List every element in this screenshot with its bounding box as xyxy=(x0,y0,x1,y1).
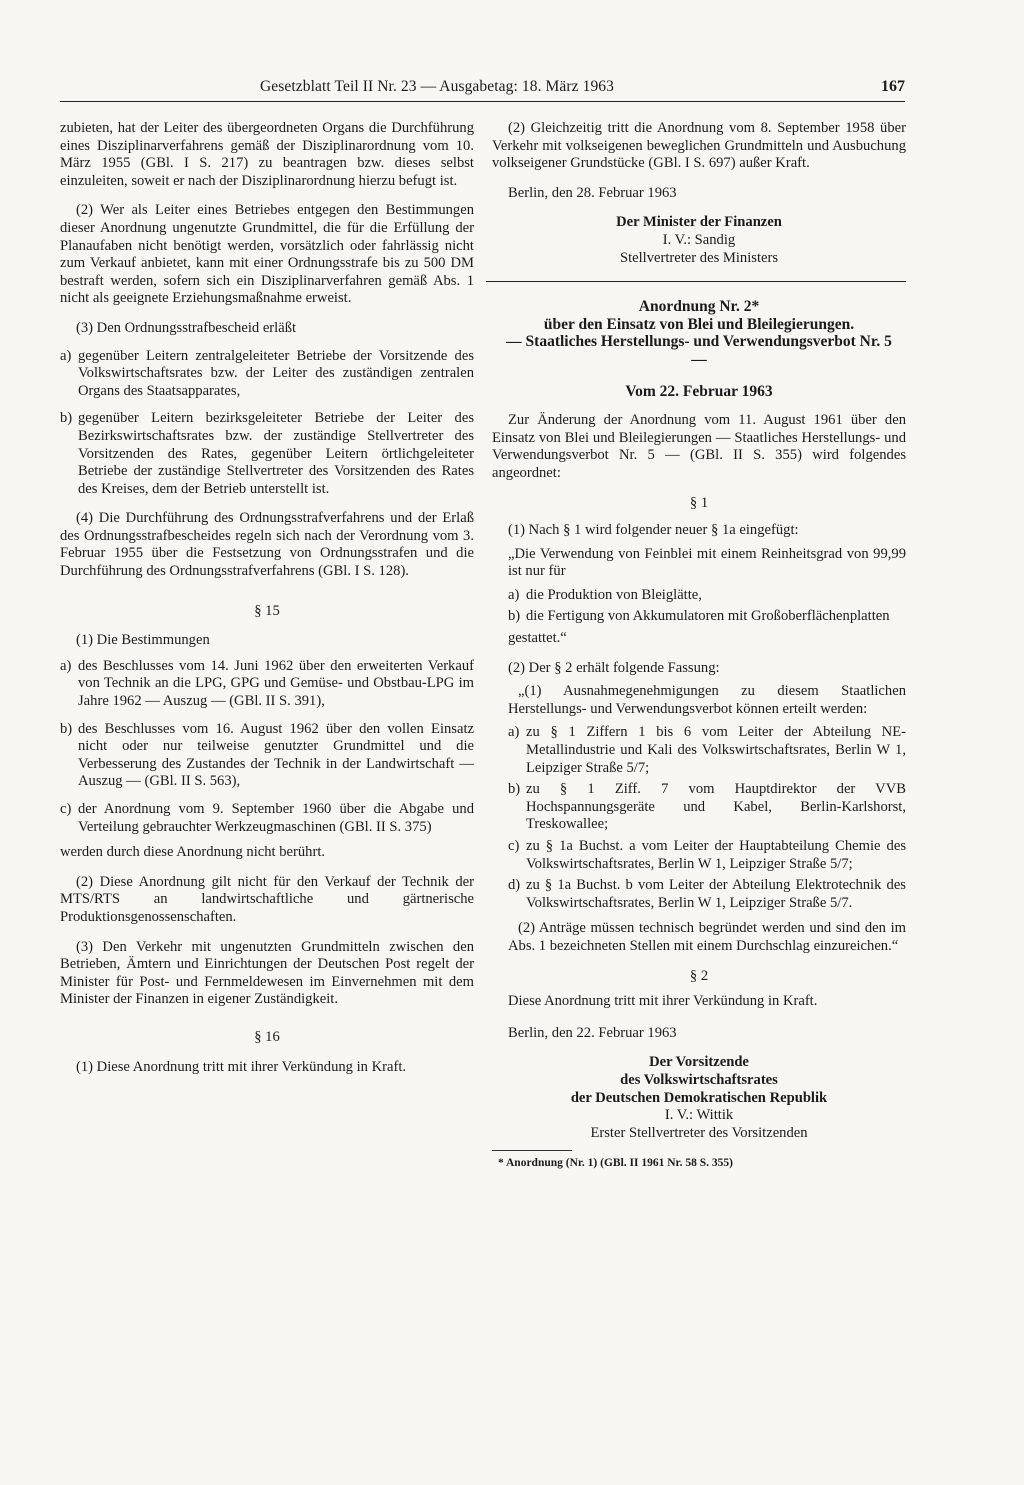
list-label: c) xyxy=(508,838,520,854)
ordinance-date: Vom 22. Februar 1963 xyxy=(625,382,773,400)
list-text: zu § 1a Buchst. b vom Leiter der Abteilung Elektrotechnik des Volkswirtschaftsrates, Berlin W 1, Leipziger Straße 5/7. xyxy=(526,877,906,911)
list-item xyxy=(492,838,906,873)
list-label: c) xyxy=(60,801,72,817)
list-text: die Fertigung von Akkumulatoren mit Großoberflächenplatten xyxy=(526,608,890,625)
ordinance-subtitle-2: — Staatliches Herstellungs- und Verwendungsverbot Nr. 5 — xyxy=(506,333,892,368)
list-text: gegenüber Leitern zentralgeleiteter Betriebe der Vorsitzende des Volkswirtschaftsrates bzw. der Leiter des zuständigen zentralen Organs des Staatsapparates, xyxy=(78,347,474,399)
list-label: a) xyxy=(60,657,72,674)
list-text: gegenüber Leitern bezirksgeleiteter Betriebe der Leiter des Bezirkswirtschaftsrates bzw. der zuständige Stellvertreter des Vorsitzenden des Rates, gegenüber Leitern örtlichgeleiteter Betriebe der zuständige Stellvertreter des Vorsitzenden des Rates des Kreises, dem der Betrieb unterstellt ist. xyxy=(78,410,474,497)
quoted-paragraph: (2) Anträge müssen technisch begründet werden und sind den im Abs. 1 bezeichneten Stellen mit einem Durchschlag einzureichen.“ xyxy=(508,920,906,954)
signature-role: Stellvertreter des Ministers xyxy=(619,249,779,266)
header-rule xyxy=(60,101,905,102)
list-item xyxy=(60,348,474,401)
list-label: a) xyxy=(508,586,520,603)
signature-date: Berlin, den 28. Februar 1963 xyxy=(508,184,677,201)
list-label: b) xyxy=(508,781,521,798)
paragraph: (2) Diese Anordnung gilt nicht für den Verkauf der Technik der MTS/RTS an landwirtschaftliche und gärtnerische Produktionsgenossenschaften. xyxy=(60,873,474,925)
list-item xyxy=(492,724,906,777)
quoted-paragraph: „Die Verwendung von Feinblei mit einem Reinheitsgrad von 99,99 ist nur für xyxy=(508,545,906,580)
list-label: b) xyxy=(60,410,73,427)
paragraph: Zur Änderung der Anordnung vom 11. August 1961 über den Einsatz von Blei und Bleilegierungen — Staatliches Herstellungs- und Verwendungsverbot Nr. 5 — (GBl. II S. 355) wird folgendes angeordnet: xyxy=(492,412,906,481)
paragraph: zubieten, hat der Leiter des übergeordneten Organs die Durchführung eines Disziplinarverfahrens gemäß der Disziplinarordnung vom 10. März 1955 (GBl. I S. 217) zu beantragen bzw. dieses selbst einzuleiten, soweit er nach der Disziplinarordnung hierzu befugt ist. xyxy=(60,120,474,189)
signature-title: des Volkswirtschaftsrates xyxy=(620,1071,778,1088)
list-text: des Beschlusses vom 14. Juni 1962 über den erweiterten Verkauf von Technik an die LPG, GPG und Gemüse- und Obstbau-LPG im Jahre 1962 — Auszug — (GBl. II S. 391), xyxy=(78,657,474,710)
left-column xyxy=(60,120,474,1076)
footnote: * Anordnung (Nr. 1) (GBl. II 1961 Nr. 58 S. 355) xyxy=(498,1157,733,1170)
list-label: b) xyxy=(508,608,521,625)
signature-date: Berlin, den 22. Februar 1963 xyxy=(508,1024,677,1041)
header-title: Gesetzblatt Teil II Nr. 23 — Ausgabetag: 18. März 1963 xyxy=(260,78,614,95)
list-item xyxy=(492,781,906,834)
paragraph: (2) Der § 2 erhält folgende Fassung: xyxy=(508,659,720,676)
list-text: der Anordnung vom 9. September 1960 über die Abgabe und Verteilung gebrauchter Werkzeugmaschinen (GBl. II S. 375) xyxy=(78,801,474,835)
ordinance-subtitle: über den Einsatz von Blei und Bleilegierungen. xyxy=(543,315,855,333)
list-text: zu § 1a Buchst. a vom Leiter der Hauptabteilung Chemie des Volkswirtschaftsrates, Berlin W 1, Leipziger Straße 5/7; xyxy=(526,838,906,872)
paragraph: (3) Den Verkehr mit ungenutzten Grundmitteln zwischen den Betrieben, Ämtern und Einrichtungen der Deutschen Post regelt der Minister für Post- und Fernmeldewesen im Einvernehmen mit dem Minister der Finanzen in eigener Zuständigkeit. xyxy=(60,938,474,1008)
quoted-paragraph: gestattet.“ xyxy=(508,630,567,647)
list-text: zu § 1 Ziff. 7 vom Hauptdirektor der VVB Hochspannungsgeräte und Kabel, Berlin-Karlshorst, Treskowallee; xyxy=(526,781,906,833)
list-item xyxy=(60,658,474,711)
paragraph: (1) Diese Anordnung tritt mit ihrer Verkündung in Kraft. xyxy=(76,1058,407,1075)
signature-role: Erster Stellvertreter des Vorsitzenden xyxy=(590,1124,808,1141)
list-item xyxy=(60,410,474,498)
section-heading: § 16 xyxy=(254,1028,280,1045)
list-item xyxy=(60,801,474,836)
list-label: a) xyxy=(508,724,520,741)
list-text: die Produktion von Bleiglätte, xyxy=(526,586,702,603)
list-item xyxy=(492,877,906,912)
list-text: des Beschlusses vom 16. August 1962 über den vollen Einsatz nicht oder nur teilweise genutzter Grundmittel und die Verbesserung des Zustandes der Technik in der Landwirtschaft — Auszug — (GBl. II S. 563), xyxy=(78,720,474,790)
list-item xyxy=(60,721,474,791)
footnote-rule xyxy=(492,1150,572,1151)
quoted-paragraph: „(1) Ausnahmegenehmigungen zu diesem Staatlichen Herstellungs- und Verwendungsverbot können erteilt werden: xyxy=(508,683,906,717)
signature-title: der Deutschen Demokratischen Republik xyxy=(570,1089,828,1106)
signature-name: I. V.: Wittik xyxy=(664,1107,734,1124)
list-label: d) xyxy=(508,877,521,894)
signature-name: I. V.: Sandig xyxy=(662,231,736,248)
paragraph: Diese Anordnung tritt mit ihrer Verkündung in Kraft. xyxy=(508,993,818,1010)
paragraph: (1) Die Bestimmungen xyxy=(76,632,210,649)
list-label: a) xyxy=(60,347,72,364)
list-label: b) xyxy=(60,720,73,737)
running-header xyxy=(60,78,905,100)
list-item xyxy=(492,608,906,626)
ordinance-title: Anordnung Nr. 2* xyxy=(638,298,760,316)
paragraph: (1) Nach § 1 wird folgender neuer § 1a eingefügt: xyxy=(508,522,799,539)
section-heading: § 15 xyxy=(254,602,280,619)
list-text: zu § 1 Ziffern 1 bis 6 vom Leiter der Abteilung NE-Metallindustrie und Kali des Volkswirtschaftsrates, Berlin W 1, Leipziger Straße 5/7; xyxy=(526,724,906,776)
paragraph: werden durch diese Anordnung nicht berührt. xyxy=(60,844,326,861)
section-divider xyxy=(486,281,906,282)
paragraph: (2) Gleichzeitig tritt die Anordnung vom 8. September 1958 über Verkehr mit volkseigenen beweglichen Grundmitteln und Ausbuchung volkseigener Grundstücke (GBl. I S. 697) außer Kraft. xyxy=(492,120,906,172)
section-heading: § 1 xyxy=(689,494,709,511)
page-number: 167 xyxy=(881,78,905,95)
list-item xyxy=(492,587,906,605)
paragraph: (2) Wer als Leiter eines Betriebes entgegen den Bestimmungen dieser Anordnung ungenutzte Grundmittel, die für die Erfüllung der Planaufaben nicht benötigt werden, vorsätzlich oder fahrlässig nicht zum Verkauf anbietet, kann mit einer Ordnungsstrafe bis zu 500 DM bestraft werden, sofern sich ein Disziplinarverfahren gemäß Abs. 1 nicht als geeignete Erziehungsmaßnahme erweist. xyxy=(60,202,474,307)
paragraph: (4) Die Durchführung des Ordnungsstrafverfahrens und der Erlaß des Ordnungsstrafbescheides regeln sich nach der Verordnung vom 3. Februar 1955 über die Festsetzung von Ordnungsstrafen und die Durchführung des Ordnungsstrafverfahrens (GBl. I S. 128). xyxy=(60,510,474,580)
signature-title: Der Minister der Finanzen xyxy=(616,214,782,231)
paragraph: (3) Den Ordnungsstrafbescheid erläßt xyxy=(76,319,297,336)
signature-title: Der Vorsitzende xyxy=(649,1054,749,1071)
right-column xyxy=(492,120,906,1173)
section-heading: § 2 xyxy=(689,967,709,984)
